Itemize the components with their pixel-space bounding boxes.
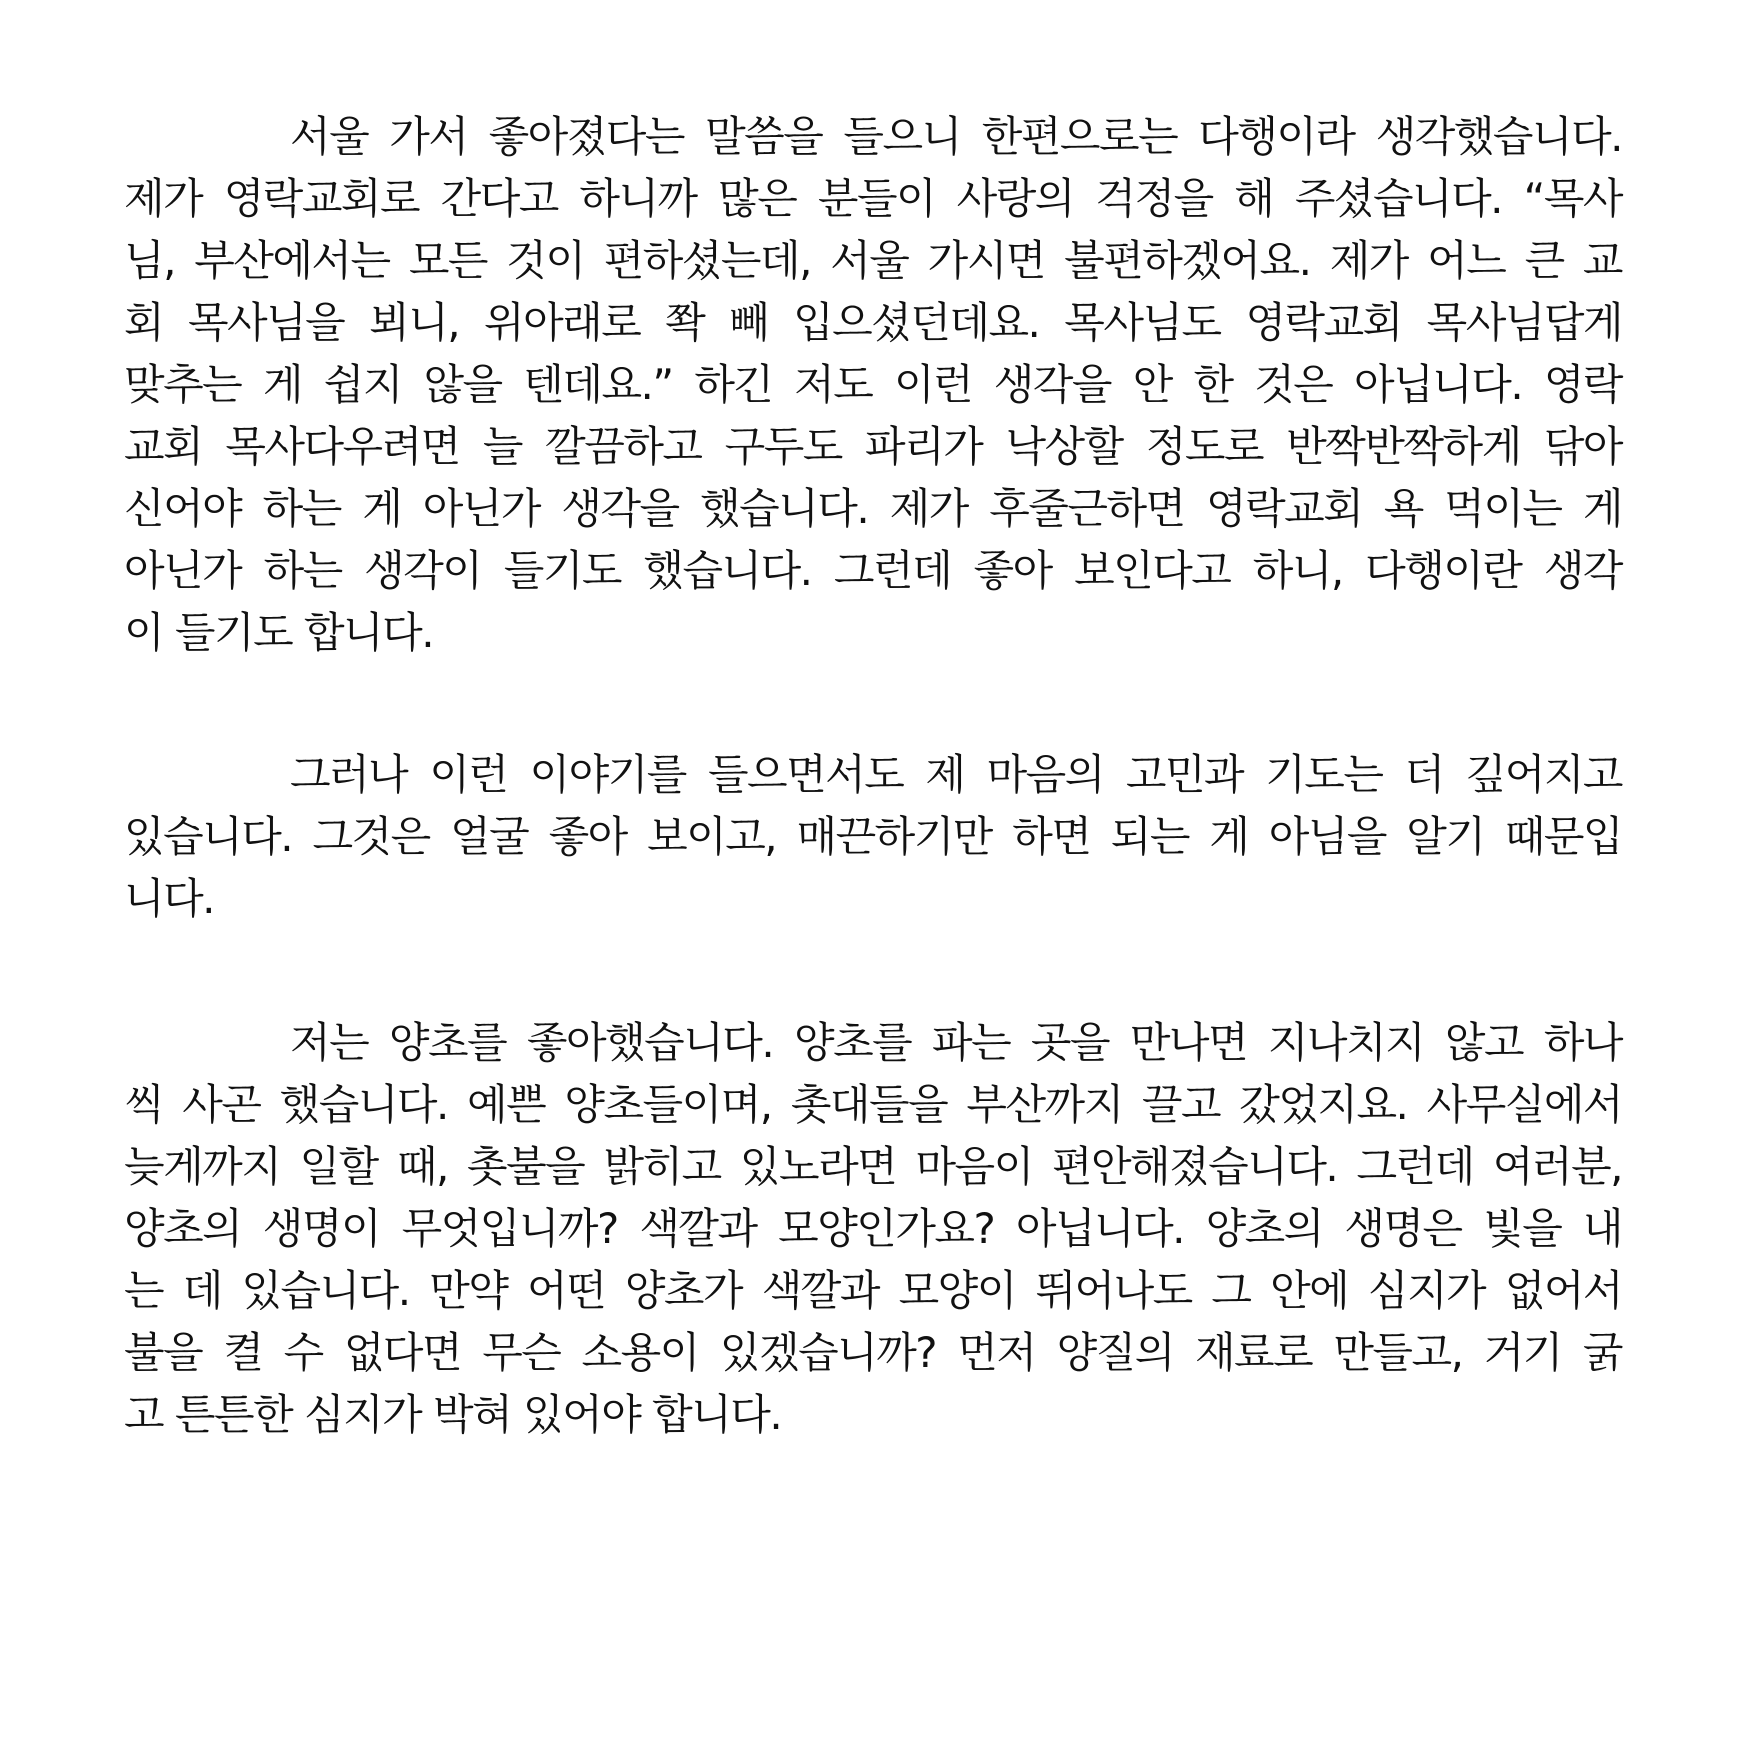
paragraph-line: 그러나 이런 이야기를 들으면서도 제 마음의 고민과 기도는 더 깊어지고: [290, 750, 1622, 799]
paragraph-line: 씩 사곤 했습니다. 예쁜 양초들이며, 촛대들을 부산까지 끌고 갔었지요. 사무실에서: [124, 1080, 1622, 1129]
paragraph-line: 회 목사님을 뵈니, 위아래로 쫙 빼 입으셨던데요. 목사님도 영락교회 목사님답게: [124, 298, 1622, 347]
paragraph-line: 늦게까지 일할 때, 촛불을 밝히고 있노라면 마음이 편안해졌습니다. 그런데 여러분,: [124, 1142, 1622, 1191]
paragraph-line: 아닌가 하는 생각이 들기도 했습니다. 그런데 좋아 보인다고 하니, 다행이란 생각: [124, 546, 1622, 595]
paragraph-line: 이 들기도 합니다.: [124, 608, 434, 657]
paragraph-line: 불을 켤 수 없다면 무슨 소용이 있겠습니까? 먼저 양질의 재료로 만들고, 거기 굵: [124, 1328, 1622, 1377]
paragraph-line: 는 데 있습니다. 만약 어떤 양초가 색깔과 모양이 뛰어나도 그 안에 심지가 없어서: [124, 1266, 1622, 1315]
paragraph-line: 있습니다. 그것은 얼굴 좋아 보이고, 매끈하기만 하면 되는 게 아님을 알기 때문입: [124, 812, 1622, 861]
paragraph-line: 고 튼튼한 심지가 박혀 있어야 합니다.: [124, 1390, 782, 1439]
paragraph-line: 신어야 하는 게 아닌가 생각을 했습니다. 제가 후줄근하면 영락교회 욕 먹이는 게: [124, 484, 1622, 533]
paragraph-line: 맞추는 게 쉽지 않을 텐데요.” 하긴 저도 이런 생각을 안 한 것은 아닙니다. 영락: [124, 360, 1622, 409]
paragraph-line: 저는 양초를 좋아했습니다. 양초를 파는 곳을 만나면 지나치지 않고 하나: [290, 1018, 1622, 1067]
paragraph-line: 서울 가서 좋아졌다는 말씀을 들으니 한편으로는 다행이라 생각했습니다.: [290, 112, 1622, 161]
paragraph-line: 님, 부산에서는 모든 것이 편하셨는데, 서울 가시면 불편하겠어요. 제가 어느 큰 교: [124, 236, 1622, 285]
paragraph-line: 양초의 생명이 무엇입니까? 색깔과 모양인가요? 아닙니다. 양초의 생명은 빛을 내: [124, 1204, 1622, 1253]
paragraph-line: 교회 목사다우려면 늘 깔끔하고 구두도 파리가 낙상할 정도로 반짝반짝하게 닦아: [124, 422, 1622, 471]
paragraph-line: 제가 영락교회로 간다고 하니까 많은 분들이 사랑의 걱정을 해 주셨습니다. “목사: [124, 174, 1622, 223]
paragraph-line: 니다.: [124, 874, 214, 923]
